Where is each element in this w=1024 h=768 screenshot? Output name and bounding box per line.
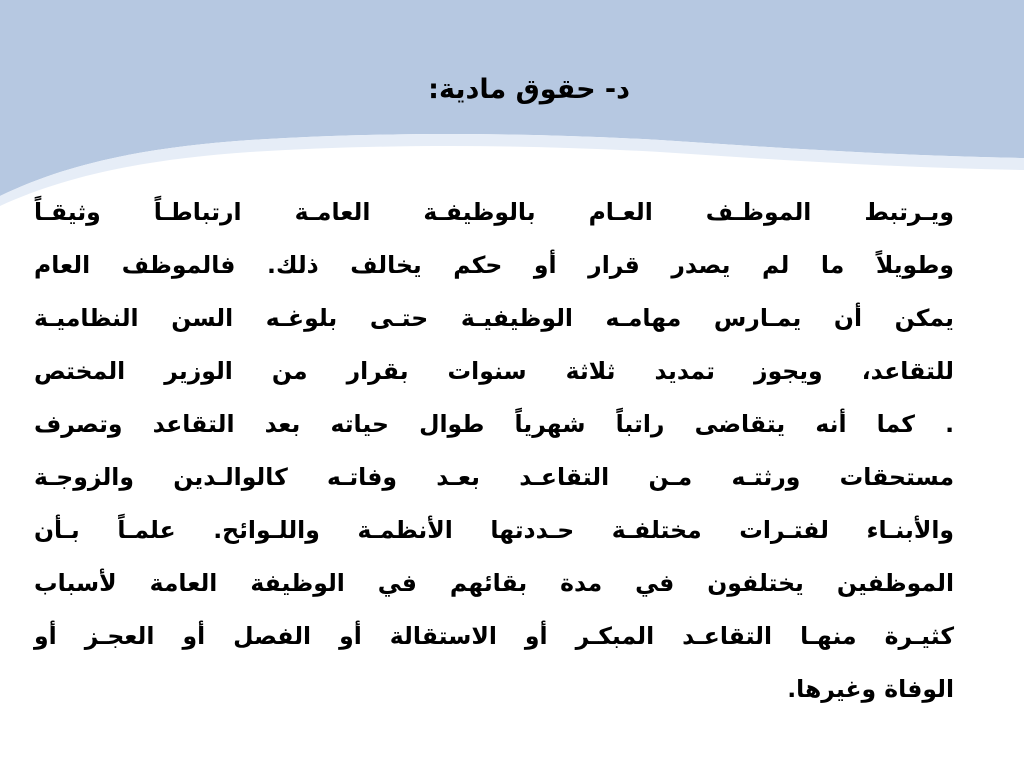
body-line: . كما أنه يتقاضى راتباً شهرياً طوال حياته بعد التقاعد وتصرف	[34, 410, 954, 438]
body-line: يمكن أن يمـارس مهامـه الوظيفيـة حتـى بلوغـه السن النظاميـة	[34, 304, 954, 332]
body-line: مستحقات ورثتـه مـن التقاعـد بعـد وفاتـه كالوالـدين والزوجـة	[34, 463, 954, 491]
body-line: والأبنـاء لفتـرات مختلفـة حـددتها الأنظمـة واللـوائح. علمـاً بـأن	[34, 516, 954, 544]
body-paragraph	[34, 186, 954, 716]
body-line: ويـرتبط الموظـف العـام بالوظيفـة العامـة ارتباطـاً وثيقـاً	[34, 198, 954, 226]
body-line: للتقاعد، ويجوز تمديد ثلاثة سنوات بقرار من الوزير المختص	[34, 357, 954, 385]
body-line: وطويلاً ما لم يصدر قرار أو حكم يخالف ذلك. فالموظف العام	[34, 251, 954, 279]
body-line: الموظفين يختلفون في مدة بقائهم في الوظيفة العامة لأسباب	[34, 569, 954, 597]
body-line: الوفاة وغيرها.	[787, 675, 954, 703]
slide-title: د- حقوق مادية:	[428, 74, 630, 105]
body-line: كثيـرة منهـا التقاعـد المبكـر أو الاستقالة أو الفصل أو العجـز أو	[34, 622, 954, 650]
